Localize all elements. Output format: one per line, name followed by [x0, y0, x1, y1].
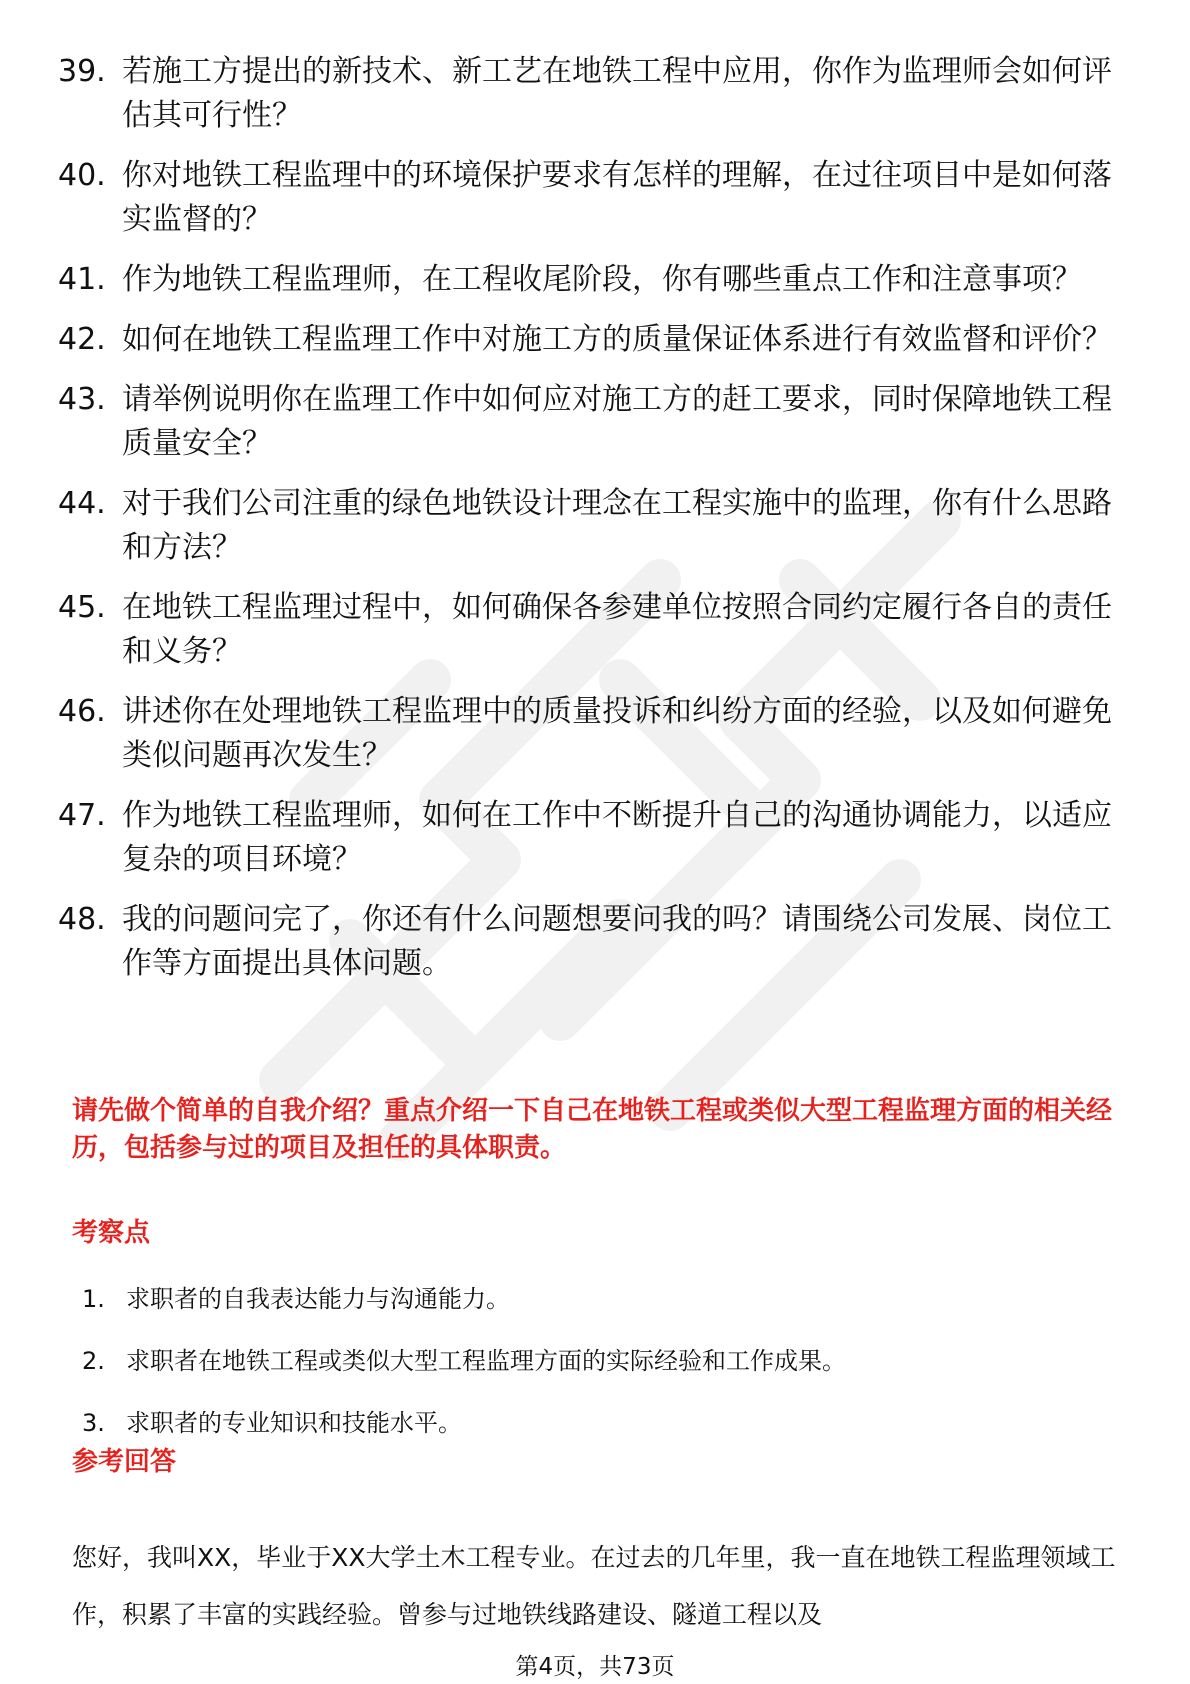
question-number: 41.	[58, 262, 106, 297]
focus-point-text: 求职者的专业知识和技能水平。	[126, 1409, 462, 1437]
focus-point-text: 求职者在地铁工程或类似大型工程监理方面的实际经验和工作成果。	[126, 1347, 846, 1375]
highlight-question: 请先做个简单的自我介绍？重点介绍一下自己在地铁工程或类似大型工程监理方面的相关经历，包括参与过的项目及担任的具体职责。	[72, 1096, 1113, 1163]
focus-point-list	[82, 1282, 1112, 1468]
question-text: 在地铁工程监理过程中，如何确保各参建单位按照合同约定履行各自的责任和义务？	[122, 590, 1112, 669]
question-list	[58, 50, 1118, 1002]
question-number: 40.	[58, 158, 106, 193]
question-item	[58, 50, 1118, 138]
question-text: 请举例说明你在监理工作中如何应对施工方的赶工要求，同时保障地铁工程质量安全？	[122, 382, 1112, 461]
reference-heading: 参考回答	[72, 1447, 177, 1477]
focus-point-number: 1.	[82, 1285, 105, 1313]
focus-heading: 考察点	[72, 1218, 151, 1248]
focus-point	[82, 1282, 1112, 1316]
question-item	[58, 318, 1118, 362]
question-item	[58, 482, 1118, 570]
question-text: 对于我们公司注重的绿色地铁设计理念在工程实施中的监理，你有什么思路和方法？	[122, 486, 1112, 565]
question-text: 如何在地铁工程监理工作中对施工方的质量保证体系进行有效监督和评价？	[122, 322, 1112, 357]
question-number: 48.	[58, 902, 106, 937]
page-footer: 第4页，共73页	[515, 1654, 675, 1680]
question-number: 45.	[58, 590, 106, 625]
question-item	[58, 378, 1118, 466]
question-number: 46.	[58, 694, 106, 729]
focus-point-number: 2.	[82, 1347, 105, 1375]
question-number: 47.	[58, 798, 106, 833]
question-number: 43.	[58, 382, 106, 417]
reference-answer: 您好，我叫XX，毕业于XX大学土木工程专业。在过去的几年里，我一直在地铁工程监理领域工作，积累了丰富的实践经验。曾参与过地铁线路建设、隧道工程以及	[72, 1543, 1116, 1629]
question-text: 你对地铁工程监理中的环境保护要求有怎样的理解，在过往项目中是如何落实监督的？	[122, 158, 1112, 237]
question-item	[58, 258, 1118, 302]
question-item	[58, 898, 1118, 986]
focus-point	[82, 1344, 1112, 1378]
question-text: 作为地铁工程监理师，在工程收尾阶段，你有哪些重点工作和注意事项？	[122, 262, 1082, 297]
question-text: 讲述你在处理地铁工程监理中的质量投诉和纠纷方面的经验，以及如何避免类似问题再次发生？	[122, 694, 1112, 773]
question-number: 42.	[58, 322, 106, 357]
focus-point-text: 求职者的自我表达能力与沟通能力。	[126, 1285, 510, 1313]
question-number: 44.	[58, 486, 106, 521]
question-text: 作为地铁工程监理师，如何在工作中不断提升自己的沟通协调能力，以适应复杂的项目环境？	[122, 798, 1112, 877]
focus-point-number: 3.	[82, 1409, 105, 1437]
question-item	[58, 154, 1118, 242]
focus-point	[82, 1406, 1112, 1440]
question-item	[58, 794, 1118, 882]
question-item	[58, 586, 1118, 674]
question-text: 若施工方提出的新技术、新工艺在地铁工程中应用，你作为监理师会如何评估其可行性？	[122, 54, 1112, 133]
question-number: 39.	[58, 54, 106, 89]
question-text: 我的问题问完了，你还有什么问题想要问我的吗？请围绕公司发展、岗位工作等方面提出具体问题。	[122, 902, 1112, 981]
question-item	[58, 690, 1118, 778]
